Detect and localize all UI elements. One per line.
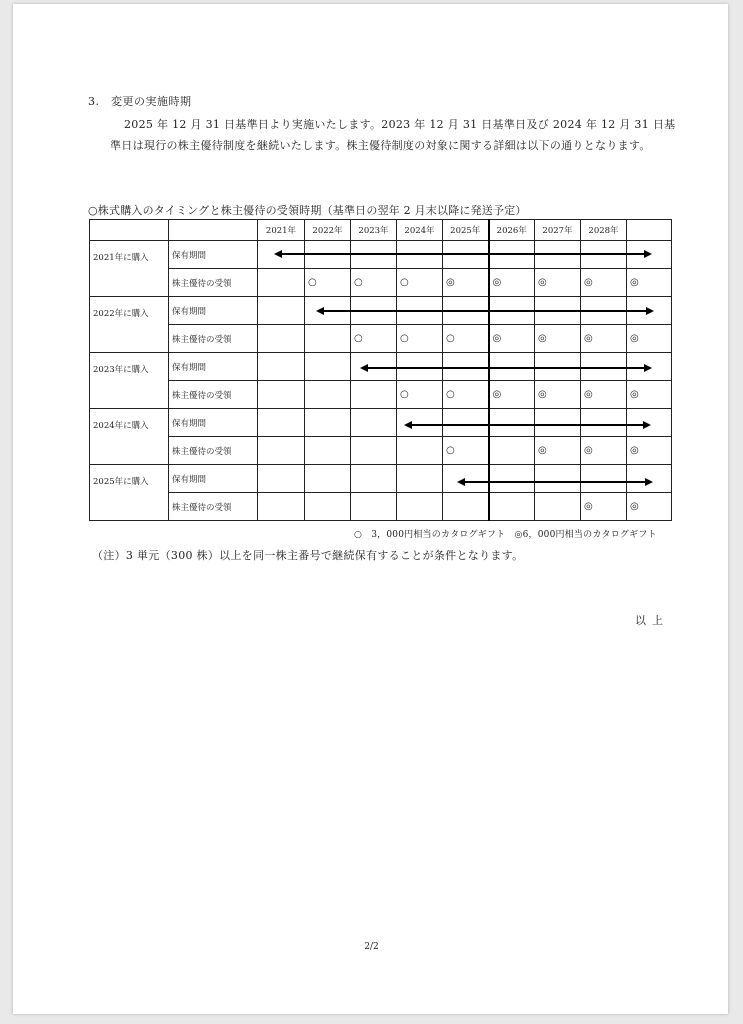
- benefit-mark: ○: [351, 325, 397, 353]
- receive-label: 株主優待の受領: [169, 493, 258, 521]
- benefit-mark: ◎: [489, 325, 535, 353]
- benefit-mark: [489, 437, 535, 465]
- benefit-mark: [535, 493, 581, 521]
- holding-cell: [305, 409, 351, 437]
- holding-cell: [305, 241, 351, 269]
- holding-cell: [489, 409, 535, 437]
- holding-cell: [489, 353, 535, 381]
- benefit-mark: ◎: [489, 381, 535, 409]
- receive-row: [90, 437, 672, 465]
- benefit-mark: [305, 437, 351, 465]
- benefit-mark: ◎: [535, 325, 581, 353]
- holding-cell: [258, 409, 305, 437]
- benefit-mark: [258, 381, 305, 409]
- benefit-mark: [305, 493, 351, 521]
- holding-cell: [535, 409, 581, 437]
- table-legend: ○ 3，000円相当のカタログギフト ◎6，000円相当のカタログギフト: [354, 530, 657, 540]
- benefit-mark: [397, 437, 443, 465]
- footnote: （注）3 単元（300 株）以上を同一株主番号で継続保有することが条件となります。: [92, 549, 524, 562]
- page-number: 2/2: [364, 942, 379, 952]
- holding-cell: [535, 465, 581, 493]
- receive-label: 株主優待の受領: [169, 269, 258, 297]
- benefit-mark: ◎: [535, 269, 581, 297]
- receive-label: 株主優待の受領: [169, 437, 258, 465]
- benefit-mark: [489, 493, 535, 521]
- holding-cell: [581, 241, 627, 269]
- benefit-mark: [305, 325, 351, 353]
- holding-row: [90, 241, 672, 269]
- holding-cell: [258, 353, 305, 381]
- benefit-mark: ◎: [627, 269, 672, 297]
- table-title: ○株式購入のタイミングと株主優待の受領時期（基準日の翌年 2 月末以降に発送予定）: [88, 204, 527, 217]
- holding-cell: [305, 353, 351, 381]
- paragraph-text: 2025 年 12 月 31 日基準日より実施いたします。2023 年 12 月 31 日基準日及び 2024 年 12 月 31 日基準日は現行の株主優待制度を継続いたします。株主優待制度の対象に関する詳細は以下の通りとなります。: [110, 118, 676, 152]
- schedule-table: [89, 219, 672, 521]
- receive-label: 株主優待の受領: [169, 381, 258, 409]
- holding-cell: [258, 297, 305, 325]
- benefit-mark: [258, 325, 305, 353]
- holding-cell: [258, 241, 305, 269]
- benefit-mark: [443, 493, 489, 521]
- benefit-mark: ◎: [581, 325, 627, 353]
- holding-cell: [581, 465, 627, 493]
- holding-cell: [397, 241, 443, 269]
- year-header: 2027年: [535, 220, 581, 241]
- holding-cell: [351, 353, 397, 381]
- benefit-mark: ○: [351, 269, 397, 297]
- holding-cell: [351, 297, 397, 325]
- closing-mark: 以上: [635, 614, 669, 627]
- holding-cell: [397, 297, 443, 325]
- benefit-mark: ◎: [581, 381, 627, 409]
- benefit-mark: ○: [443, 381, 489, 409]
- holding-cell: [627, 409, 672, 437]
- holding-cell: [535, 297, 581, 325]
- benefit-mark: ◎: [535, 437, 581, 465]
- benefit-mark: ○: [443, 325, 489, 353]
- holding-cell: [397, 353, 443, 381]
- holding-cell: [535, 241, 581, 269]
- holding-row: [90, 353, 672, 381]
- holding-cell: [397, 465, 443, 493]
- header-blank: [169, 220, 258, 241]
- holding-cell: [535, 353, 581, 381]
- purchase-year-label: 2023年に購入: [90, 353, 169, 409]
- year-header: 2022年: [305, 220, 351, 241]
- holding-period-label: 保有期間: [169, 241, 258, 269]
- benefit-mark: ◎: [627, 325, 672, 353]
- benefit-mark: ◎: [581, 493, 627, 521]
- holding-cell: [581, 353, 627, 381]
- year-header: 2028年: [581, 220, 627, 241]
- benefit-mark: ○: [397, 325, 443, 353]
- year-header: [627, 220, 672, 241]
- holding-cell: [258, 465, 305, 493]
- holding-period-label: 保有期間: [169, 465, 258, 493]
- benefit-mark: ○: [443, 437, 489, 465]
- benefit-mark: ◎: [535, 381, 581, 409]
- receive-label: 株主優待の受領: [169, 325, 258, 353]
- benefit-mark: ◎: [581, 437, 627, 465]
- benefit-mark: [397, 493, 443, 521]
- benefit-mark: ◎: [627, 437, 672, 465]
- benefit-mark: [258, 493, 305, 521]
- year-header: 2024年: [397, 220, 443, 241]
- purchase-year-label: 2022年に購入: [90, 297, 169, 353]
- benefit-mark: [351, 381, 397, 409]
- holding-row: [90, 297, 672, 325]
- holding-cell: [489, 297, 535, 325]
- receive-row: [90, 381, 672, 409]
- holding-cell: [443, 465, 489, 493]
- holding-cell: [627, 465, 672, 493]
- holding-cell: [627, 353, 672, 381]
- year-header: 2025年: [443, 220, 489, 241]
- purchase-year-label: 2021年に購入: [90, 241, 169, 297]
- holding-row: [90, 409, 672, 437]
- holding-row: [90, 465, 672, 493]
- holding-cell: [397, 409, 443, 437]
- benefit-mark: [351, 437, 397, 465]
- holding-cell: [581, 297, 627, 325]
- benefit-mark: ◎: [489, 269, 535, 297]
- holding-cell: [443, 241, 489, 269]
- year-header: 2023年: [351, 220, 397, 241]
- holding-cell: [627, 297, 672, 325]
- benefit-mark: ○: [397, 381, 443, 409]
- holding-period-label: 保有期間: [169, 297, 258, 325]
- benefit-mark: ◎: [443, 269, 489, 297]
- benefit-mark: [258, 437, 305, 465]
- holding-cell: [581, 409, 627, 437]
- holding-cell: [443, 297, 489, 325]
- benefit-mark: ○: [305, 269, 351, 297]
- holding-cell: [443, 353, 489, 381]
- table-header-row: [90, 220, 672, 241]
- benefit-mark: [258, 269, 305, 297]
- holding-period-label: 保有期間: [169, 353, 258, 381]
- header-blank: [90, 220, 169, 241]
- section-paragraph: [110, 114, 680, 156]
- holding-cell: [351, 241, 397, 269]
- benefit-mark: ◎: [627, 493, 672, 521]
- holding-cell: [627, 241, 672, 269]
- holding-cell: [305, 465, 351, 493]
- purchase-year-label: 2025年に購入: [90, 465, 169, 521]
- holding-cell: [489, 241, 535, 269]
- purchase-year-label: 2024年に購入: [90, 409, 169, 465]
- holding-cell: [305, 297, 351, 325]
- benefit-mark: ◎: [627, 381, 672, 409]
- year-header: 2026年: [489, 220, 535, 241]
- holding-cell: [351, 409, 397, 437]
- holding-cell: [489, 465, 535, 493]
- benefit-mark: [351, 493, 397, 521]
- benefit-mark: ◎: [581, 269, 627, 297]
- holding-period-label: 保有期間: [169, 409, 258, 437]
- receive-row: [90, 493, 672, 521]
- section-heading: 3. 変更の実施時期: [88, 95, 192, 108]
- year-header: 2021年: [258, 220, 305, 241]
- benefit-mark: [305, 381, 351, 409]
- holding-cell: [443, 409, 489, 437]
- receive-row: [90, 269, 672, 297]
- receive-row: [90, 325, 672, 353]
- benefit-mark: ○: [397, 269, 443, 297]
- holding-cell: [351, 465, 397, 493]
